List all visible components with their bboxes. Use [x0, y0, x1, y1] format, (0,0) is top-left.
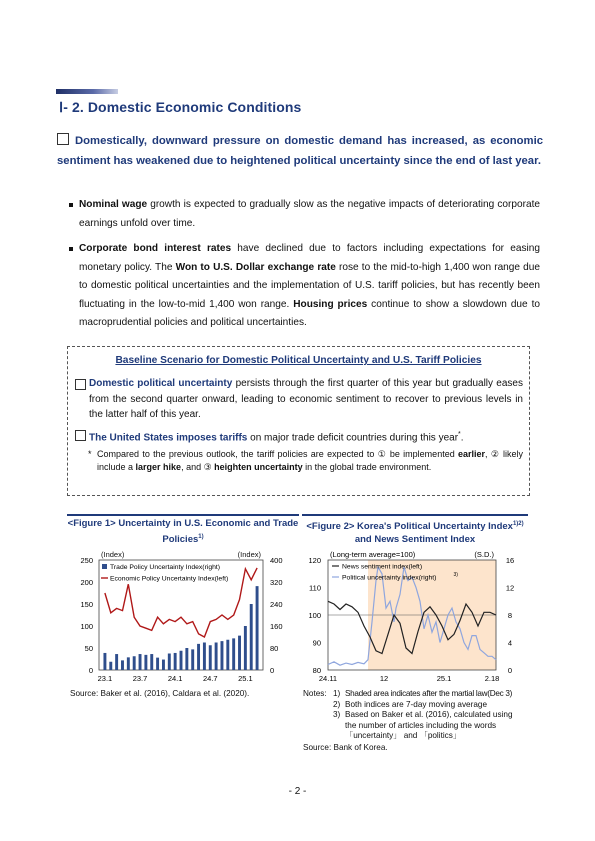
checkbox-icon — [75, 379, 86, 390]
scenario-bold: The United States imposes tariffs — [89, 432, 248, 444]
y-right-tick-label: 4 — [507, 638, 513, 648]
x-tick-label: 24.11 — [318, 674, 338, 683]
y-right-tick-label: 240 — [270, 600, 283, 609]
y-right-tick-label: 16 — [505, 556, 515, 565]
checkbox-icon — [75, 430, 86, 441]
figure2-notes — [303, 689, 523, 753]
y-right-tick-label: 80 — [270, 644, 279, 653]
trade-policy-bar — [197, 644, 200, 670]
legend-label: News sentiment index(left) — [342, 563, 423, 571]
trade-policy-bar — [238, 636, 241, 670]
bullet-item-bonds — [70, 240, 540, 333]
legend-sup: 3) — [453, 572, 458, 578]
notes-label: Notes: — [303, 689, 327, 698]
trade-policy-bar — [256, 586, 259, 670]
trade-policy-bar — [156, 658, 159, 670]
trade-policy-bar — [215, 643, 218, 671]
figure2-title — [302, 518, 528, 546]
legend-label: Economic Policy Uncertainty Index(left) — [110, 575, 229, 583]
trade-policy-bar — [121, 660, 124, 670]
figure2-source: Source: Bank of Korea. — [303, 742, 388, 752]
lead-paragraph — [57, 131, 543, 171]
y-right-tick-label: 320 — [270, 578, 283, 587]
trade-policy-bar — [221, 641, 224, 670]
y-right-tick-label: 8 — [507, 611, 513, 620]
y-left-tick-label: 100 — [308, 611, 321, 620]
trade-policy-bar — [191, 649, 194, 670]
y-left-tick-label: 110 — [309, 583, 321, 593]
trade-policy-bar — [162, 660, 165, 670]
y-left-tick-label: 200 — [80, 578, 93, 587]
note-number: 3) — [333, 710, 341, 719]
trade-policy-bar — [115, 654, 118, 670]
right-axis-unit: (S.D.) — [474, 550, 494, 559]
scenario-footnote — [88, 448, 523, 474]
figure1-title-text: <Figure 1> Uncertainty in U.S. Economic and Trade Policies — [67, 518, 299, 545]
scenario-text: persists through the first quarter of this year but gradually eases from the second quarter onward, leading to economic sentiment to recover to previous levels in the latter half of this year. — [89, 378, 523, 420]
bullet-text: have declined due to factors including expectations for easing monetary policy. The — [79, 243, 540, 273]
trade-policy-bar — [185, 648, 188, 670]
x-tick-label: 25.1 — [238, 674, 253, 683]
trade-policy-bar — [244, 626, 247, 670]
scenario-title: Baseline Scenario for Domestic Political Uncertainty and U.S. Tariff Policies — [115, 355, 482, 366]
y-left-tick-label: 250 — [80, 556, 93, 565]
bullet-item-wage — [70, 196, 540, 233]
y-left-tick-label: 150 — [80, 600, 93, 609]
trade-policy-bar — [103, 653, 106, 670]
left-axis-unit: (Index) — [101, 550, 125, 559]
scenario-item-tariffs — [75, 427, 523, 446]
trade-policy-bar — [250, 604, 253, 670]
note-text: , and ③ — [181, 462, 215, 472]
figure2-top-rule — [302, 514, 528, 516]
y-left-tick-label: 100 — [80, 622, 93, 631]
note-text: , ② likely include a — [97, 449, 523, 472]
note-number: 2) — [333, 699, 341, 709]
y-left-tick-label: 0 — [88, 666, 93, 675]
trade-policy-bar — [127, 657, 130, 670]
trade-policy-bar — [144, 655, 147, 670]
figure2-title-sup: 1)2) — [512, 521, 524, 527]
bullet-text: rose to the mid-to-high 1,400 won range due to domestic political uncertainties and the implementation of U.S. tariff policies, but has recently been fluctuating in the low-to-mid 1,400 won range. — [79, 261, 541, 310]
y-right-tick-label: 12 — [505, 583, 515, 593]
figure1-chart — [67, 546, 299, 688]
note-bold: earlier — [458, 449, 486, 459]
figure2-title-line2: and News Sentiment Index — [354, 533, 476, 545]
bullet-text: continue to show a slowdown due to macroprudential policies and political uncertainties. — [79, 298, 540, 328]
right-axis-unit: (Index) — [237, 550, 261, 559]
y-left-tick-label: 80 — [312, 666, 321, 675]
trade-policy-bar — [139, 654, 142, 670]
trade-policy-bar — [174, 653, 177, 670]
y-left-tick-label: 90 — [312, 638, 321, 648]
note-bold: heighten uncertainty — [214, 462, 303, 472]
note-bold: larger hike — [135, 462, 182, 472]
section-title: Ⅰ- 2. Domestic Economic Conditions — [59, 99, 302, 115]
trade-policy-bar — [133, 656, 136, 670]
x-tick-label: 23.7 — [132, 674, 148, 683]
x-tick-label: 23.1 — [97, 674, 113, 683]
x-tick-label: 12 — [379, 674, 389, 683]
y-right-tick-label: 0 — [507, 666, 513, 675]
figure2-title-text: <Figure 2> Korea's Political Uncertainty Index — [306, 521, 513, 533]
bullet-text: growth is expected to gradually slow as the negative impacts of deteriorating corporate earnings unfold over time. — [79, 199, 540, 229]
scenario-text: on major trade deficit countries during this year — [247, 432, 459, 444]
scenario-box — [67, 346, 530, 496]
trade-policy-bar — [109, 662, 112, 670]
note-text: Based on Baker et al. (2016), calculated using the number of articles including the words 「uncertainty」 and 「politics」 — [345, 710, 513, 740]
section-header-bar — [56, 89, 118, 94]
figure1-title-sup: 1) — [198, 533, 204, 540]
square-bullet-icon — [69, 203, 73, 207]
checkbox-icon — [57, 133, 69, 145]
note-text: Compared to the previous outlook, the tariff policies are expected to ① be implemented — [97, 449, 458, 459]
left-axis-unit: (Long-term average=100) — [330, 550, 416, 559]
legend-label: Trade Policy Uncertainty Index(right) — [110, 564, 221, 571]
trade-policy-bar — [150, 654, 153, 670]
trade-policy-bar — [203, 643, 206, 671]
trade-policy-bar — [168, 654, 171, 671]
y-right-tick-label: 160 — [270, 622, 283, 631]
trade-policy-bar — [180, 651, 183, 670]
y-right-tick-label: 0 — [270, 666, 275, 675]
y-left-tick-label: 50 — [84, 644, 93, 653]
square-bullet-icon — [69, 247, 73, 251]
footnote-mark: * — [458, 431, 461, 438]
trade-policy-bar — [232, 638, 235, 670]
scenario-bold: Domestic political uncertainty — [89, 378, 233, 389]
figure1-title — [67, 518, 299, 546]
footnote-asterisk: * — [88, 449, 92, 459]
x-tick-label: 2.18 — [484, 674, 500, 683]
scenario-text-end: . — [460, 432, 464, 444]
lead-text: Domestically, downward pressure on domestic demand has increased, as economic sentiment has weakened due to heightened political uncertainty since the end of last year. — [57, 135, 543, 167]
note-text: Both indices are 7-day moving average — [345, 699, 487, 709]
scenario-item-political — [75, 376, 523, 423]
legend-label: Political uncertainty index(right) — [342, 574, 437, 582]
bullet-bold: Corporate bond interest rates — [79, 243, 232, 254]
y-right-tick-label: 400 — [270, 556, 283, 565]
note-text: in the global trade environment. — [302, 462, 432, 472]
bullet-bold: Housing prices — [293, 298, 368, 310]
note-text: Shaded area indicates after the martial law(Dec 3) — [345, 689, 513, 698]
x-tick-label: 25.1 — [436, 674, 452, 683]
note-number: 1) — [333, 689, 341, 698]
x-tick-label: 24.1 — [167, 674, 183, 683]
bullet-bold: Nominal wage — [79, 199, 148, 210]
trade-policy-bar — [226, 640, 229, 670]
page-number: - 2 - — [288, 786, 307, 797]
figure2-chart — [302, 546, 528, 688]
figure1-top-rule — [67, 514, 299, 516]
y-left-tick-label: 120 — [308, 556, 321, 565]
figure1-source: Source: Baker et al. (2016), Caldara et al. (2020). — [70, 689, 250, 698]
bullet-bold: Won to U.S. Dollar exchange rate — [175, 261, 336, 273]
x-tick-label: 24.7 — [202, 674, 218, 683]
trade-policy-bar — [209, 645, 212, 670]
legend-bar-swatch — [102, 564, 107, 569]
